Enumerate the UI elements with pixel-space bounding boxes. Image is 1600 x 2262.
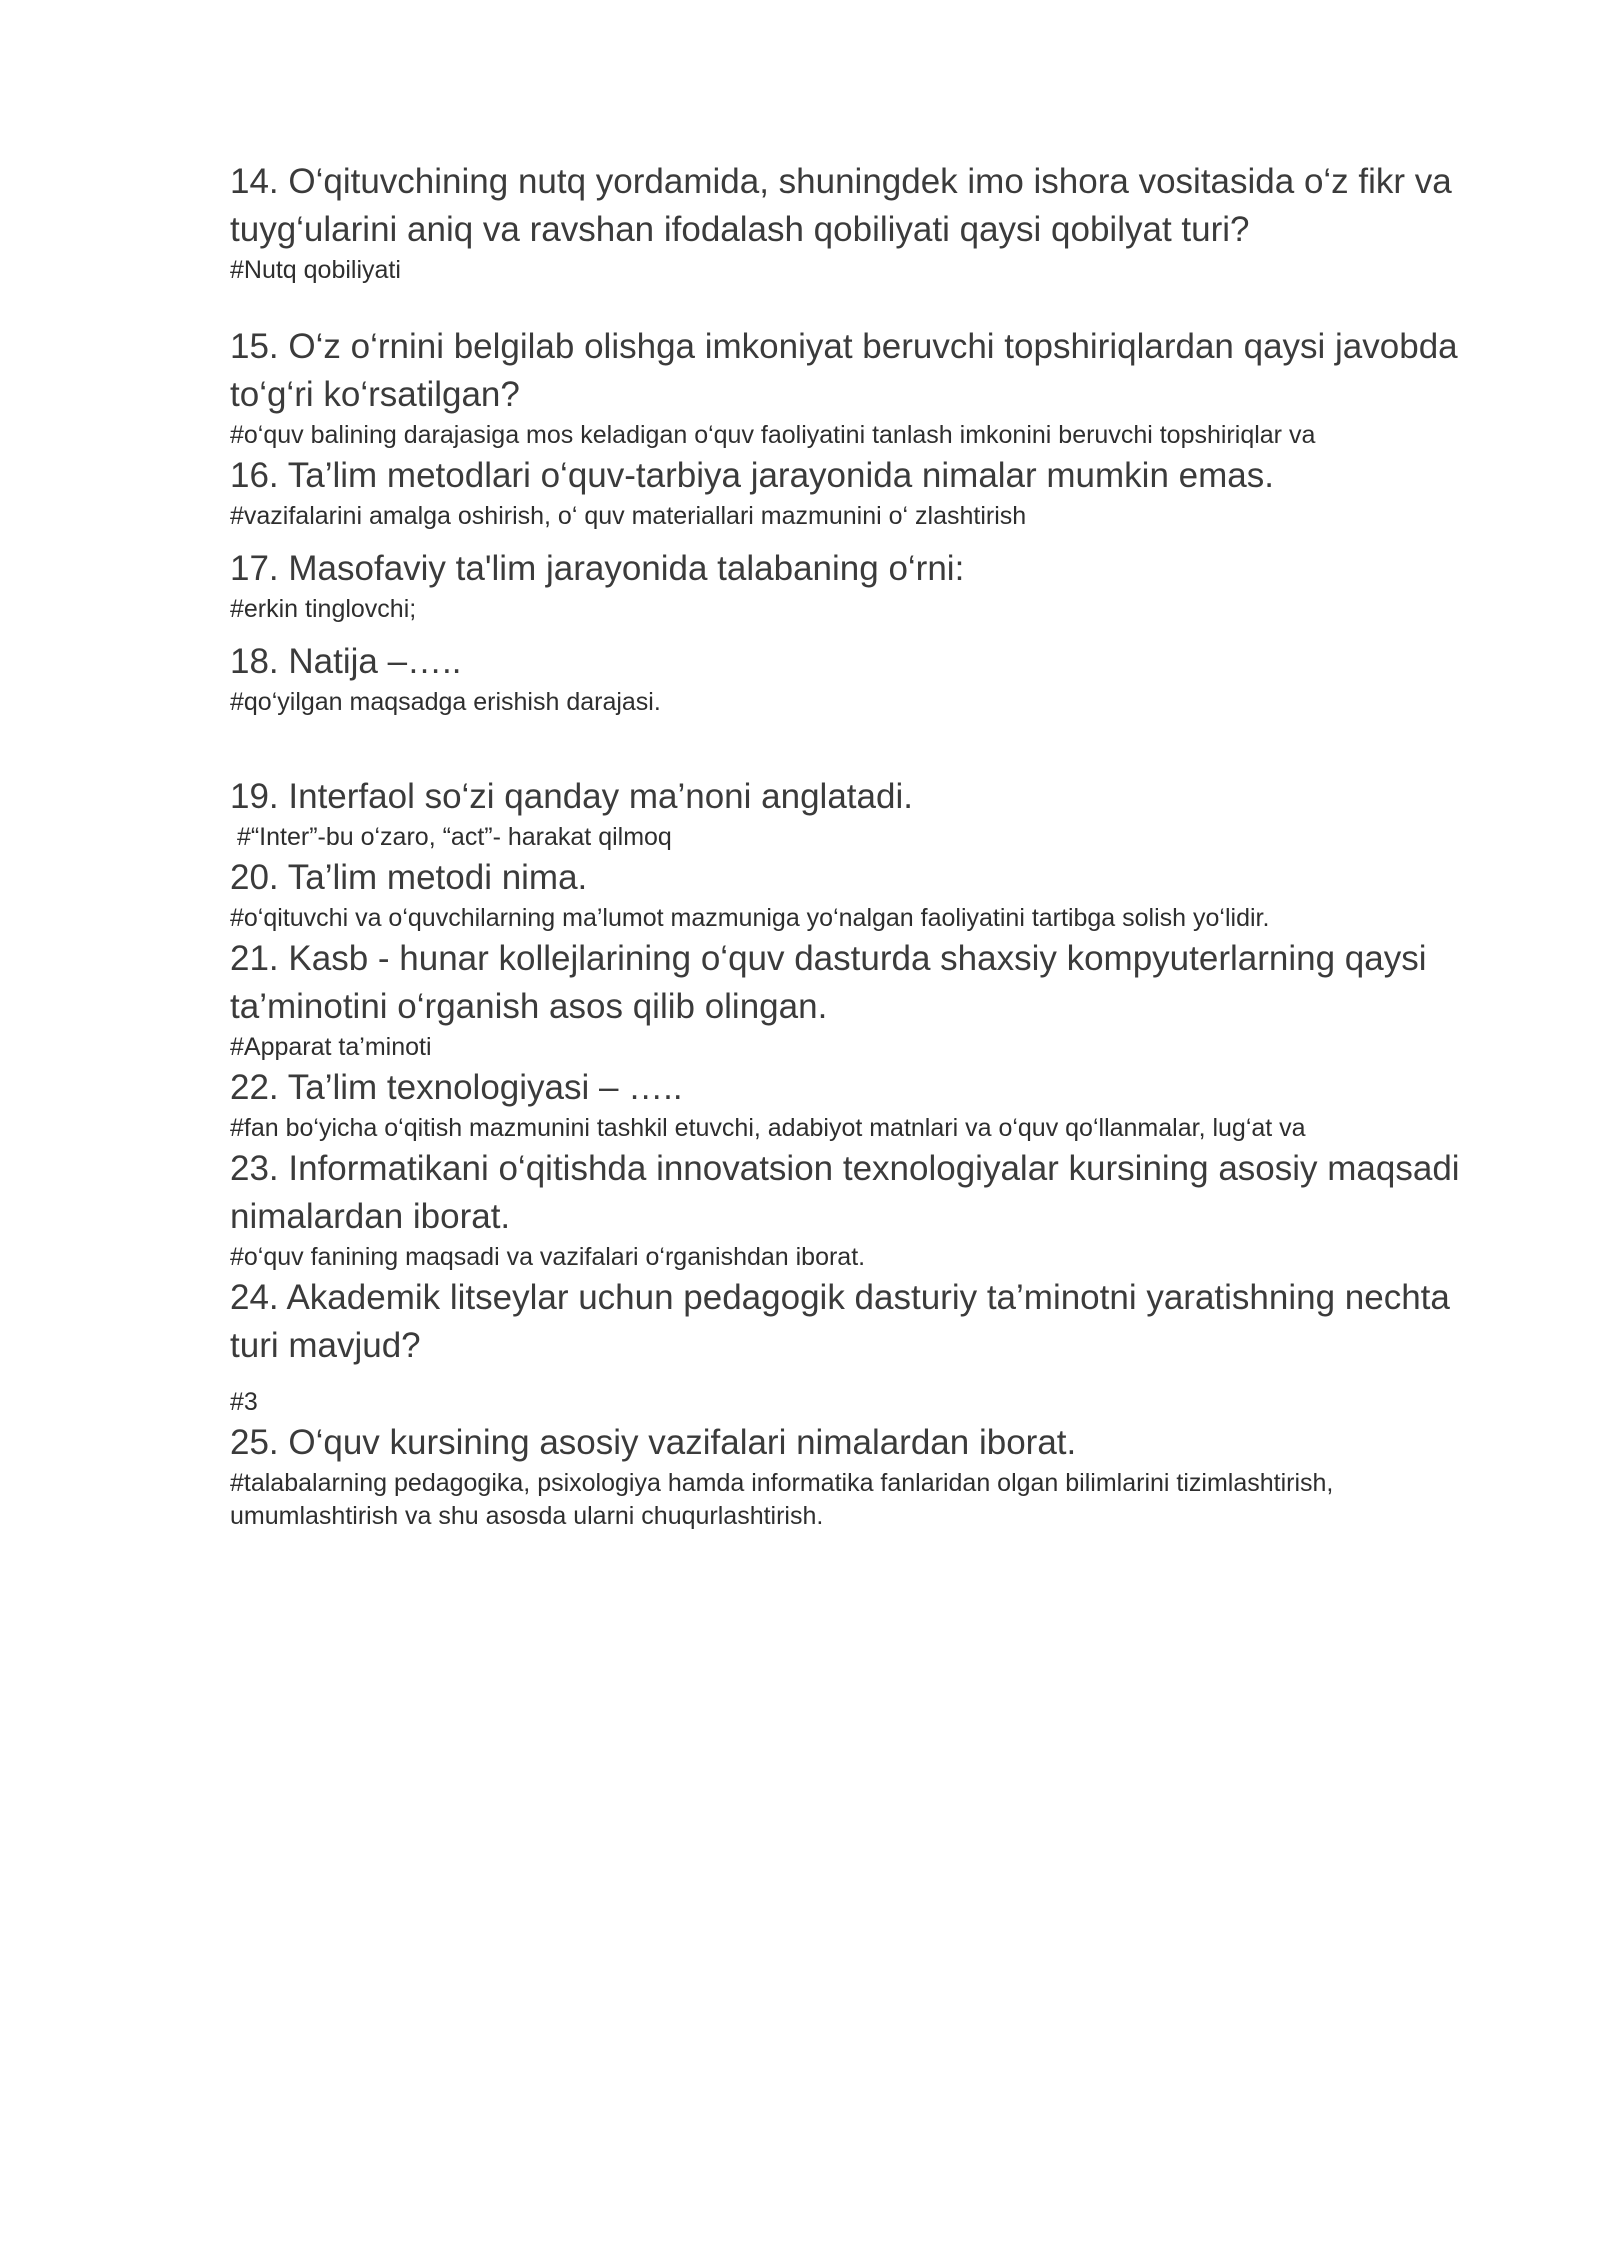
answer-text: #Nutq qobiliyati	[230, 256, 401, 284]
answer-text: #o‘quv fanining maqsadi va vazifalari o‘rganishdan iborat.	[230, 1243, 866, 1271]
question-item-24	[230, 1274, 1500, 1419]
answer-text: #o‘qituvchi va o‘quvchilarning ma’lumot mazmuniga yo‘nalgan faoliyatini tartibga solish yo‘lidir.	[230, 904, 1270, 932]
answer-text: #talabalarning pedagogika, psixologiya hamda informatika fanlaridan olgan bilimlarini tizimlashtirish, umumlashtirish va shu asosda ularni chuqurlashtirish.	[230, 1469, 1334, 1530]
document-page	[230, 158, 1500, 1533]
question-text: 22. Ta’lim texnologiyasi – …..	[230, 1068, 683, 1107]
answer-text: #vazifalarini amalga oshirish, o‘ quv materiallari mazmunini o‘ zlashtirish	[230, 502, 1027, 530]
answer-text: #“Inter”-bu o‘zaro, “act”- harakat qilmoq	[230, 823, 672, 851]
question-text: 18. Natija –…..	[230, 642, 462, 681]
question-text: 17. Masofaviy ta'lim jarayonida talabaning o‘rni:	[230, 549, 965, 588]
answer-text: #fan bo‘yicha o‘qitish mazmunini tashkil etuvchi, adabiyot matnlari va o‘quv qo‘llanmalar, lug‘at va	[230, 1114, 1306, 1142]
question-item-17	[230, 545, 1500, 626]
question-item-19	[230, 773, 1500, 854]
question-item-23	[230, 1145, 1500, 1274]
answer-text: #Apparat ta’minoti	[230, 1033, 432, 1061]
question-item-20	[230, 854, 1500, 935]
question-text: 20. Ta’lim metodi nima.	[230, 858, 588, 897]
question-text: 14. O‘qituvchining nutq yordamida, shuningdek imo ishora vositasida o‘z fikr va tuyg‘ularini aniq va ravshan ifodalash qobiliyati qaysi qobilyat turi?	[230, 162, 1452, 249]
question-item-16	[230, 452, 1500, 533]
question-text: 21. Kasb - hunar kollejlarining o‘quv dasturda shaxsiy kompyuterlarning qaysi ta’minotini o‘rganish asos qilib olingan.	[230, 939, 1427, 1026]
question-item-15	[230, 323, 1500, 452]
answer-text: #3	[230, 1388, 258, 1416]
question-text: 15. O‘z o‘rnini belgilab olishga imkoniyat beruvchi topshiriqlardan qaysi javobda to‘g‘ri ko‘rsatilgan?	[230, 327, 1458, 414]
question-item-22	[230, 1064, 1500, 1145]
answer-text: #qo‘yilgan maqsadga erishish darajasi.	[230, 688, 661, 716]
answer-text: #o‘quv balining darajasiga mos keladigan o‘quv faoliyatini tanlash imkonini beruvchi topshiriqlar va	[230, 421, 1316, 449]
answer-text: #erkin tinglovchi;	[230, 595, 417, 623]
question-text: 25. O‘quv kursining asosiy vazifalari nimalardan iborat.	[230, 1423, 1077, 1462]
question-item-21	[230, 935, 1500, 1064]
question-item-25	[230, 1419, 1500, 1533]
question-item-14	[230, 158, 1500, 287]
question-text: 16. Ta’lim metodlari o‘quv-tarbiya jarayonida nimalar mumkin emas.	[230, 456, 1274, 495]
question-text: 23. Informatikani o‘qitishda innovatsion texnologiyalar kursining asosiy maqsadi nimalardan iborat.	[230, 1149, 1460, 1236]
question-text: 19. Interfaol so‘zi qanday ma’noni anglatadi.	[230, 777, 913, 816]
question-text: 24. Akademik litseylar uchun pedagogik dasturiy ta’minotni yaratishning nechta turi mavjud?	[230, 1278, 1450, 1365]
question-item-18	[230, 638, 1500, 719]
